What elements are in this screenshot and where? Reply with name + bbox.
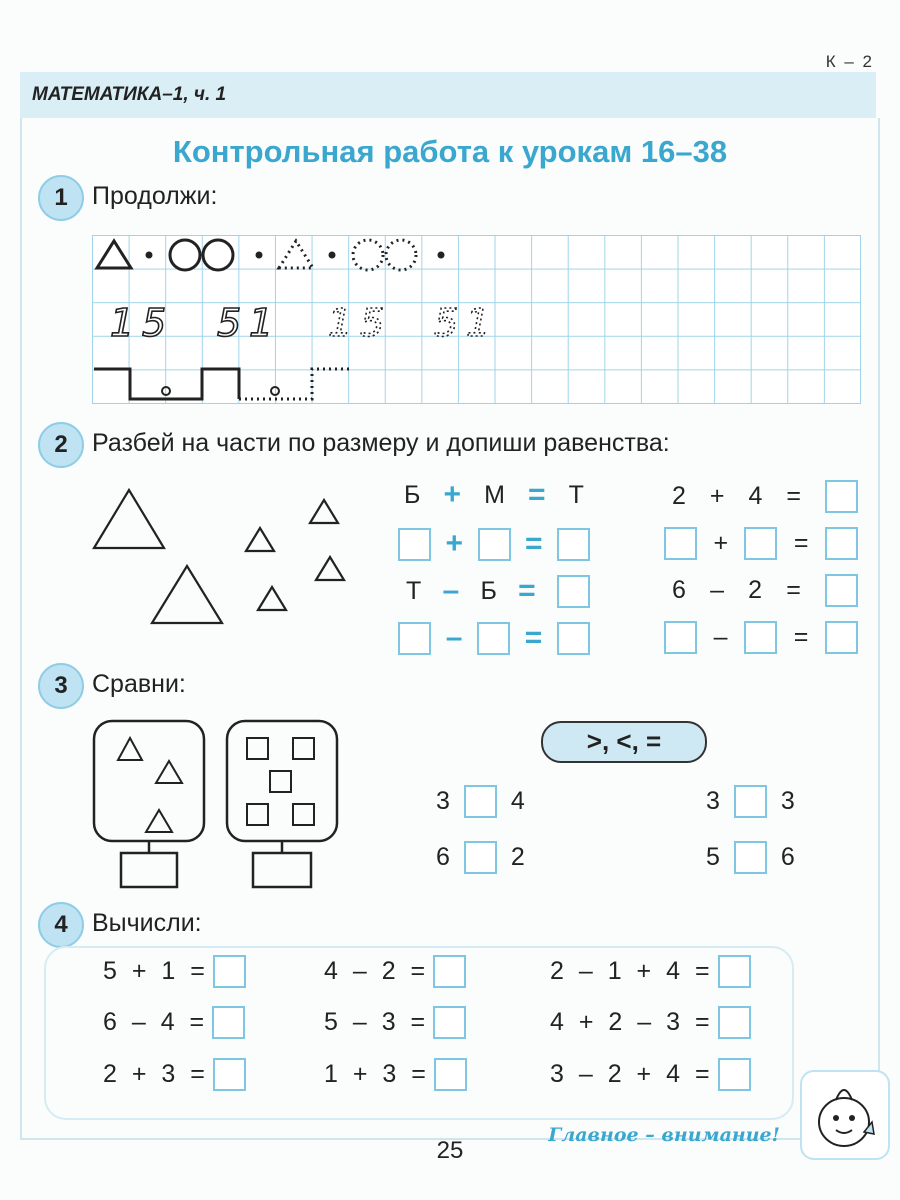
digit-5: 5	[142, 301, 167, 345]
answer-box[interactable]	[478, 528, 511, 561]
answer-box[interactable]	[464, 841, 497, 874]
answer-box[interactable]	[557, 575, 590, 608]
answer-box[interactable]	[744, 527, 777, 560]
small-circle	[271, 387, 279, 395]
circle-shape	[170, 240, 200, 270]
answer-box[interactable]	[825, 480, 858, 513]
small-square	[270, 771, 291, 792]
compare-row: 5 6	[706, 841, 795, 874]
big-triangle	[152, 566, 222, 623]
letter-m: М	[484, 480, 505, 509]
calc-row: 6 – 4 =	[103, 1006, 245, 1039]
answer-box[interactable]	[398, 622, 431, 655]
equation-2-plus-4: 2 + 4 =	[672, 480, 858, 513]
compare-row: 6 2	[436, 841, 525, 874]
plus-sign: +	[443, 478, 462, 511]
triangles-group	[88, 482, 358, 632]
dashed-step-line	[239, 369, 349, 399]
task-1-text: Продолжи:	[92, 182, 218, 210]
small-triangle	[310, 500, 338, 523]
dashed-digit-1: 1	[466, 301, 491, 345]
tree-crown-right	[227, 721, 337, 841]
triangle-shape	[97, 241, 131, 268]
small-square	[247, 804, 268, 825]
digit-1: 1	[249, 301, 274, 345]
small-square	[247, 738, 268, 759]
answer-box[interactable]	[557, 528, 590, 561]
dashed-circle	[386, 240, 416, 270]
answer-box[interactable]	[557, 622, 590, 655]
task-2-text: Разбей на части по размеру и допиши равенства:	[92, 429, 670, 457]
calc-row: 4 + 2 – 3 =	[550, 1006, 751, 1039]
equation-blank-sum: + =	[398, 527, 590, 561]
task-3-text: Сравни:	[92, 670, 186, 698]
answer-box[interactable]	[744, 621, 777, 654]
answer-box[interactable]	[213, 955, 246, 988]
answer-box[interactable]	[464, 785, 497, 818]
equation-blank-diff: – =	[398, 621, 590, 655]
calc-row: 4 – 2 =	[324, 955, 466, 988]
dot-shape	[329, 252, 336, 259]
answer-box[interactable]	[825, 527, 858, 560]
big-triangle	[94, 490, 164, 548]
digit-5: 5	[217, 301, 242, 345]
compare-row: 3 4	[436, 785, 525, 818]
dashed-triangle	[279, 241, 313, 268]
task-4-text: Вычисли:	[92, 909, 202, 937]
small-triangle	[258, 587, 286, 610]
dashed-digit-1: 1	[328, 301, 353, 345]
small-circle	[162, 387, 170, 395]
equals-sign: =	[528, 478, 546, 511]
answer-box[interactable]	[433, 955, 466, 988]
calc-row: 1 + 3 =	[324, 1058, 467, 1091]
page-title: Контрольная работа к урокам 16–38	[172, 134, 728, 169]
small-triangle	[316, 557, 344, 580]
small-square	[293, 804, 314, 825]
dot-shape	[256, 252, 263, 259]
digit-1: 1	[110, 301, 135, 345]
answer-box[interactable]	[664, 527, 697, 560]
calc-row: 5 + 1 =	[103, 955, 246, 988]
task-3-badge: 3	[38, 663, 84, 709]
subject-label: МАТЕМАТИКА–1, ч. 1	[32, 84, 227, 105]
answer-box[interactable]	[433, 1006, 466, 1039]
page-code: К – 2	[825, 52, 874, 71]
task-1-badge: 1	[38, 175, 84, 221]
answer-box[interactable]	[213, 1058, 246, 1091]
answer-box[interactable]	[718, 1058, 751, 1091]
equation-6-minus-2: 6 – 2 =	[672, 574, 858, 607]
task-2-badge: 2	[38, 422, 84, 468]
compare-row: 3 3	[706, 785, 795, 818]
small-triangle	[118, 738, 142, 760]
equation-blank-diff-right: – =	[664, 621, 858, 654]
motto: Главное – внимание!	[548, 1124, 780, 1146]
answer-box[interactable]	[434, 1058, 467, 1091]
equation-blank-sum-right: + =	[664, 527, 858, 560]
letter-t: Т	[568, 480, 584, 509]
dashed-circle	[353, 240, 383, 270]
task-4-badge: 4	[38, 902, 84, 948]
dot-shape	[146, 252, 153, 259]
equation-letters-diff: Т – Б =	[406, 574, 590, 608]
tree-crown-left	[94, 721, 204, 841]
answer-box[interactable]	[734, 841, 767, 874]
dot-shape	[438, 252, 445, 259]
small-square	[293, 738, 314, 759]
comparison-signs: >, <, =	[541, 721, 707, 763]
small-triangle	[146, 810, 172, 832]
calc-row: 3 – 2 + 4 =	[550, 1058, 751, 1091]
small-triangle	[246, 528, 274, 551]
answer-box[interactable]	[718, 1006, 751, 1039]
tree-box-left	[121, 853, 177, 887]
answer-box[interactable]	[825, 621, 858, 654]
answer-box[interactable]	[398, 528, 431, 561]
answer-box[interactable]	[718, 955, 751, 988]
answer-box[interactable]	[825, 574, 858, 607]
mascot-icon	[800, 1070, 890, 1160]
compare-trees	[90, 718, 350, 894]
circle-shape	[203, 240, 233, 270]
answer-box[interactable]	[664, 621, 697, 654]
equation-letters-sum	[404, 478, 584, 512]
letter-b: Б	[404, 480, 421, 509]
calc-row: 2 – 1 + 4 =	[550, 955, 751, 988]
answer-box[interactable]	[734, 785, 767, 818]
dashed-digit-5: 5	[360, 301, 385, 345]
dashed-digit-5: 5	[434, 301, 459, 345]
page-number: 25	[436, 1137, 464, 1164]
calc-row: 5 – 3 =	[324, 1006, 466, 1039]
answer-box[interactable]	[477, 622, 510, 655]
tree-box-right	[253, 853, 311, 887]
answer-box[interactable]	[212, 1006, 245, 1039]
calc-row: 2 + 3 =	[103, 1058, 246, 1091]
task-1-pattern	[92, 235, 860, 403]
small-triangle	[156, 761, 182, 783]
